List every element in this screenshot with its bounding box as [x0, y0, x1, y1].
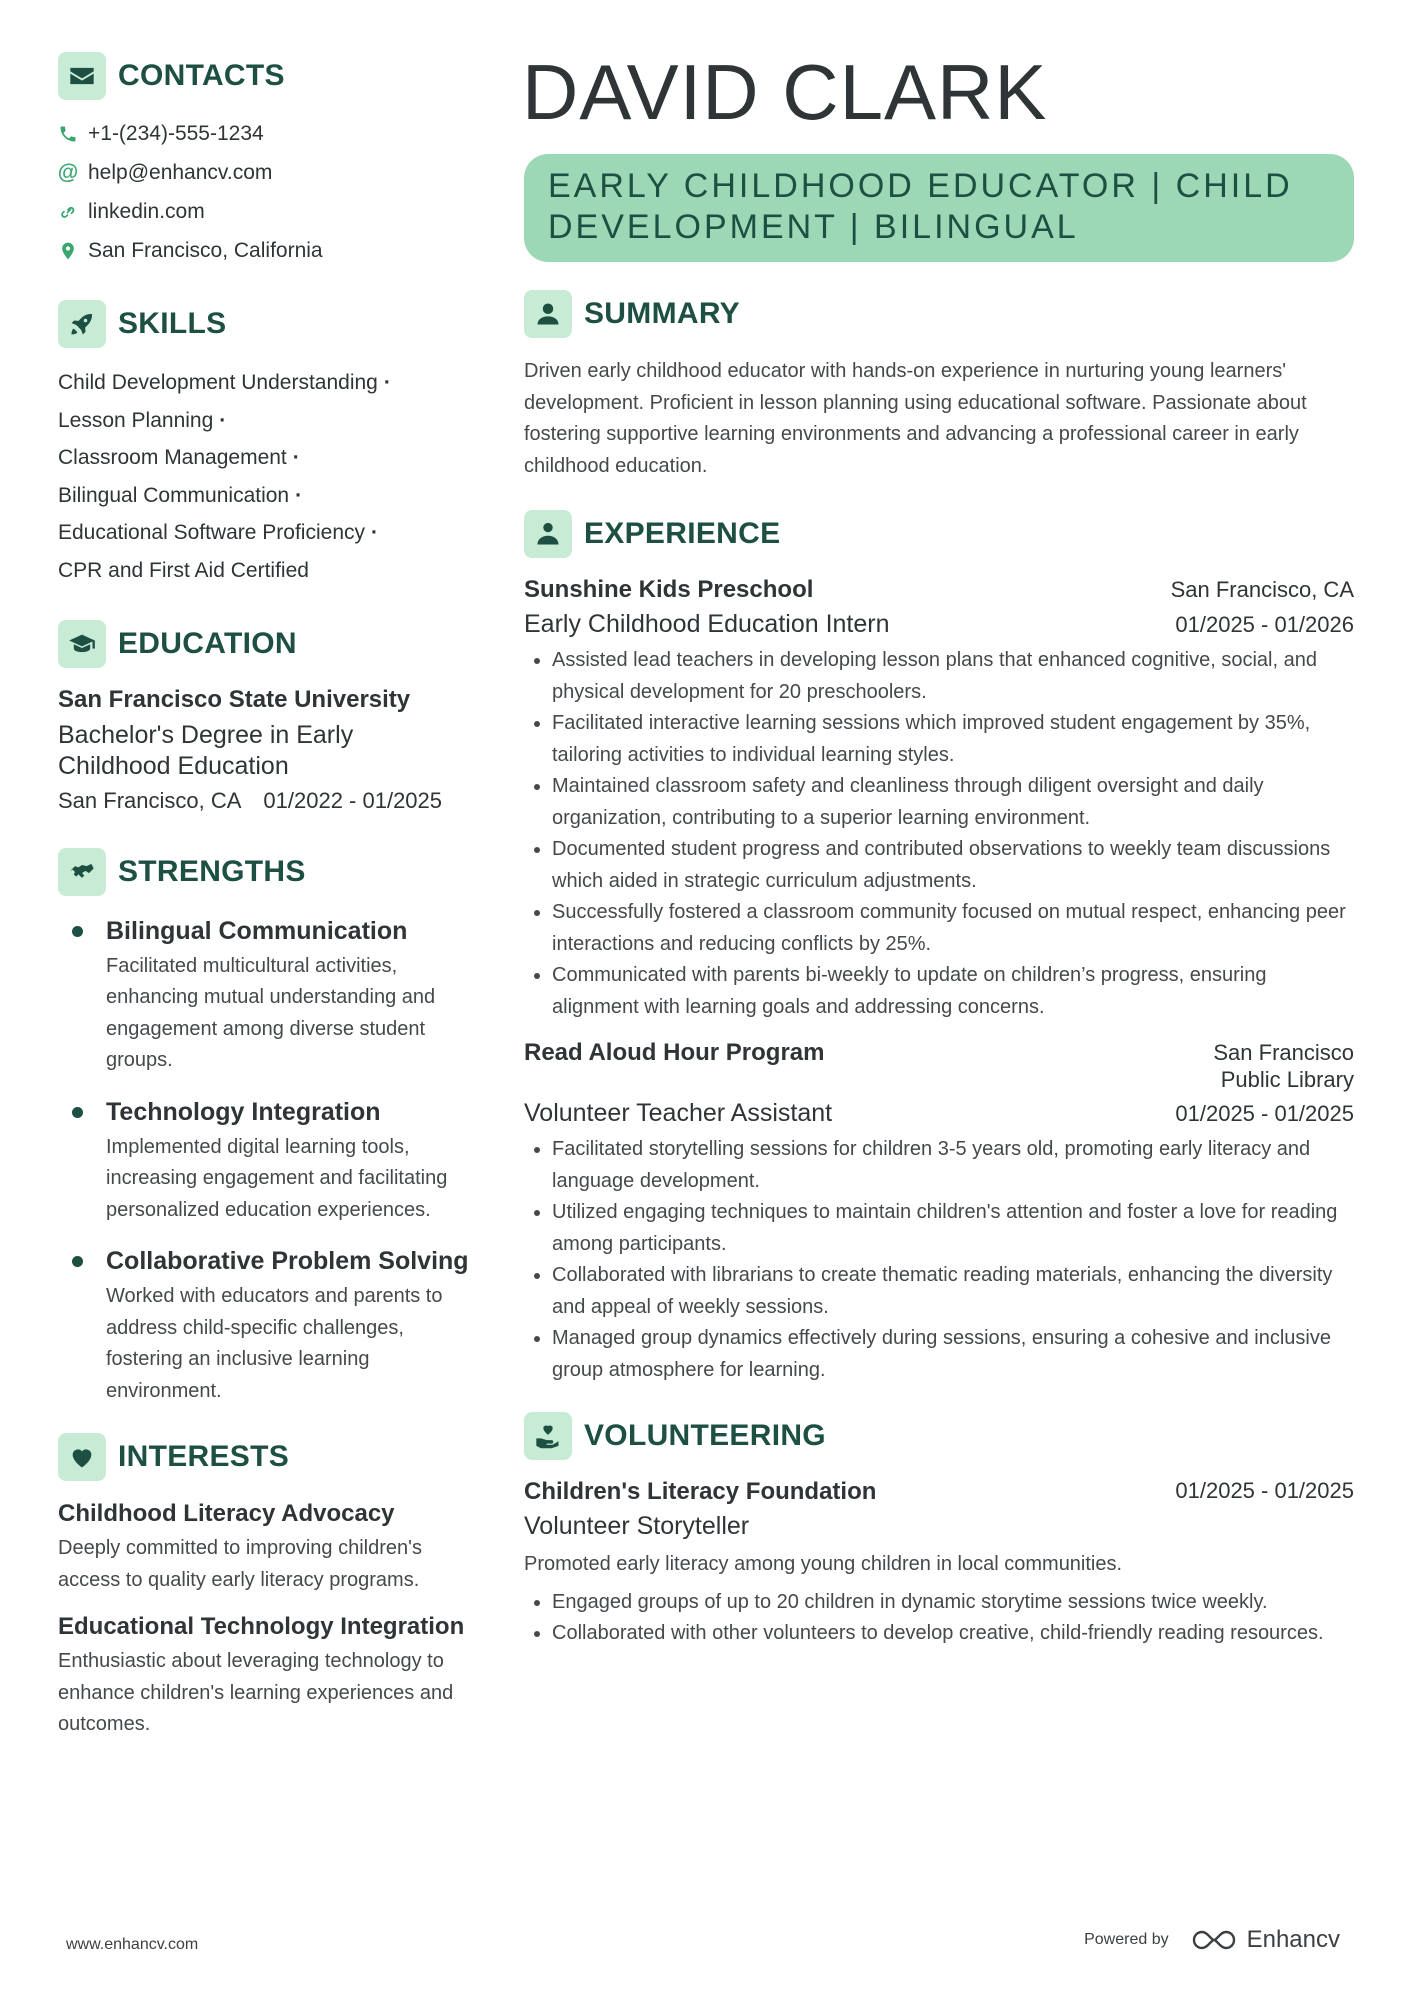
interests-header [58, 1433, 478, 1481]
location-pin-icon [58, 241, 78, 261]
contacts-header [58, 52, 478, 100]
exp-company: Sunshine Kids Preschool [524, 576, 814, 603]
enhancv-logo[interactable] [1191, 1926, 1340, 1954]
footer-brand [1084, 1926, 1340, 1954]
bullet: • Collaborated with other volunteers to develop creative, child-friendly reading resources. [552, 1618, 1354, 1650]
enhancv-logo-icon [1191, 1927, 1237, 1953]
section-title: STRENGTHS [118, 854, 306, 888]
skills-header [58, 300, 478, 348]
bullet: • Assisted lead teachers in developing lesson plans that enhanced cognitive, social, and physical development for 20 preschoolers. [552, 645, 1354, 708]
section-title: VOLUNTEERING [584, 1419, 826, 1452]
section-title: EXPERIENCE [584, 517, 781, 550]
heart-icon [58, 1433, 106, 1481]
interest-desc: Enthusiastic about leveraging technology to enhance children's learning experiences and outcomes. [58, 1650, 454, 1736]
exp-location: San Francisco Public Library [1213, 1040, 1354, 1092]
bullet: • Utilized engaging techniques to maintain children's attention and foster a love for reading among participants. [552, 1197, 1354, 1260]
exp-role: Volunteer Teacher Assistant [524, 1099, 833, 1127]
contact-linkedin[interactable] [58, 192, 478, 231]
brand-name: Enhancv [1246, 1926, 1340, 1953]
footer-website[interactable]: www.enhancv.com [66, 1936, 199, 1953]
skill-item: Educational Software Proficiency · [58, 521, 378, 545]
experience-item [524, 1039, 1354, 1386]
strength-title: Bilingual Communication [106, 916, 408, 945]
exp-bullets [524, 1134, 1354, 1386]
contact-email[interactable] [58, 153, 478, 192]
strength-item [58, 1246, 478, 1407]
summary-text: Driven early childhood educator with hands-on experience in nurturing young learners' development. Proficient in lesson planning using educational software. Passionate about fostering supportive learning environments and advancing a professional career in early childhood education. [524, 360, 1307, 477]
bullet: • Successfully fostered a classroom community focused on mutual respect, enhancing peer interactions and reducing conflicts by 25%. [552, 897, 1354, 960]
location-text: San Francisco, California [88, 238, 323, 262]
edu-dates: 01/2022 - 01/2025 [263, 787, 443, 813]
skill-item: Lesson Planning · [58, 408, 227, 432]
strength-desc: Implemented digital learning tools, increasing engagement and facilitating personalized education experiences. [106, 1135, 448, 1221]
exp-location: San Francisco, CA [1170, 577, 1354, 602]
strength-item [58, 1097, 478, 1227]
graduation-cap-icon [58, 620, 106, 668]
powered-by-text: Powered by [1084, 1931, 1169, 1948]
phone-text: +1-(234)-555-1234 [88, 121, 264, 145]
exp-dates: 01/2025 - 01/2025 [1175, 1100, 1354, 1126]
edu-location: San Francisco, CA [58, 787, 242, 813]
bullet: • Engaged groups of up to 20 children in dynamic storytime sessions twice weekly. [552, 1587, 1354, 1619]
exp-dates: 01/2025 - 01/2026 [1175, 611, 1354, 637]
strength-title: Collaborative Problem Solving [106, 1247, 469, 1276]
experience-item [524, 576, 1354, 1023]
at-sign-icon: @ [57, 160, 79, 184]
strength-desc: Facilitated multicultural activities, enhancing mutual understanding and engagement among diverse student groups. [106, 954, 436, 1072]
volunteering-item [524, 1478, 1354, 1650]
experience-header [524, 510, 1354, 558]
section-title: INTERESTS [118, 1440, 290, 1474]
education-header [58, 620, 478, 668]
envelope-icon [58, 52, 106, 100]
bullet: • Maintained classroom safety and cleanliness through diligent oversight and daily organization, contributing to a superior learning environment. [552, 771, 1354, 834]
skills-list [58, 364, 478, 590]
headline-banner: EARLY CHILDHOOD EDUCATOR | CHILD DEVELOPMENT | BILINGUAL [524, 154, 1354, 262]
bullet: • Facilitated storytelling sessions for children 3-5 years old, promoting early literacy and language development. [552, 1134, 1354, 1197]
vol-desc: Promoted early literacy among young children in local communities. [524, 1553, 1123, 1575]
skill-item: Child Development Understanding · [58, 371, 391, 394]
summary-header [524, 290, 1354, 338]
bullet: • Facilitated interactive learning sessions which improved student engagement by 35%, tailoring activities to individual learning styles. [552, 708, 1354, 771]
edu-school: San Francisco State University [58, 685, 411, 713]
exp-role: Early Childhood Education Intern [524, 610, 890, 638]
rocket-icon [58, 300, 106, 348]
strength-item [58, 916, 478, 1077]
strengths-header [58, 848, 478, 896]
hand-heart-icon [524, 1412, 572, 1460]
bullet: • Collaborated with librarians to create thematic reading materials, enhancing the diversity and appeal of weekly sessions. [552, 1260, 1354, 1323]
contacts-list [58, 114, 478, 270]
interest-title: Educational Technology Integration [58, 1613, 465, 1641]
skill-item: Classroom Management · [58, 446, 300, 470]
contact-phone[interactable] [58, 114, 478, 153]
skill-item: CPR and First Aid Certified [58, 558, 309, 582]
section-title: SUMMARY [584, 297, 740, 330]
link-icon [58, 202, 78, 222]
candidate-name: DAVID CLARK [522, 48, 1048, 136]
vol-role: Volunteer Storyteller [524, 1512, 750, 1540]
left-column [58, 52, 478, 1741]
section-title: CONTACTS [118, 59, 285, 92]
linkedin-text: linkedin.com [88, 199, 205, 223]
section-title: SKILLS [118, 307, 227, 340]
volunteering-header [524, 1412, 1354, 1460]
exp-company: Read Aloud Hour Program [524, 1039, 825, 1066]
vol-org: Children's Literacy Foundation [524, 1478, 877, 1505]
strengths-list [58, 916, 478, 1408]
exp-bullets [524, 645, 1354, 1023]
vol-dates: 01/2025 - 01/2025 [1175, 1478, 1354, 1503]
section-title: EDUCATION [118, 626, 297, 660]
right-column [522, 48, 1354, 1650]
handshake-icon [58, 848, 106, 896]
strength-title: Technology Integration [106, 1097, 381, 1126]
contact-location [58, 231, 478, 270]
edu-degree: Bachelor's Degree in Early Childhood Education [58, 720, 354, 780]
vol-bullets [524, 1587, 1354, 1650]
bullet: • Communicated with parents bi-weekly to update on children’s progress, ensuring alignment with learning goals and addressing concerns. [552, 960, 1354, 1023]
interest-desc: Deeply committed to improving children's access to quality early literacy programs. [58, 1537, 422, 1591]
skill-item: Bilingual Communication · [58, 483, 303, 507]
interest-title: Childhood Literacy Advocacy [58, 1500, 395, 1528]
bullet: • Documented student progress and contributed observations to weekly team discussions which aided in strategic curriculum adjustments. [552, 834, 1354, 897]
phone-icon [58, 124, 78, 144]
email-text: help@enhancv.com [88, 160, 273, 184]
edu-meta [58, 788, 478, 814]
bullet: • Managed group dynamics effectively during sessions, ensuring a cohesive and inclusive group atmosphere for learning. [552, 1323, 1354, 1386]
person-icon [524, 290, 572, 338]
briefcase-person-icon [524, 510, 572, 558]
strength-desc: Worked with educators and parents to address child-specific challenges, fostering an inclusive learning environment. [106, 1285, 443, 1402]
